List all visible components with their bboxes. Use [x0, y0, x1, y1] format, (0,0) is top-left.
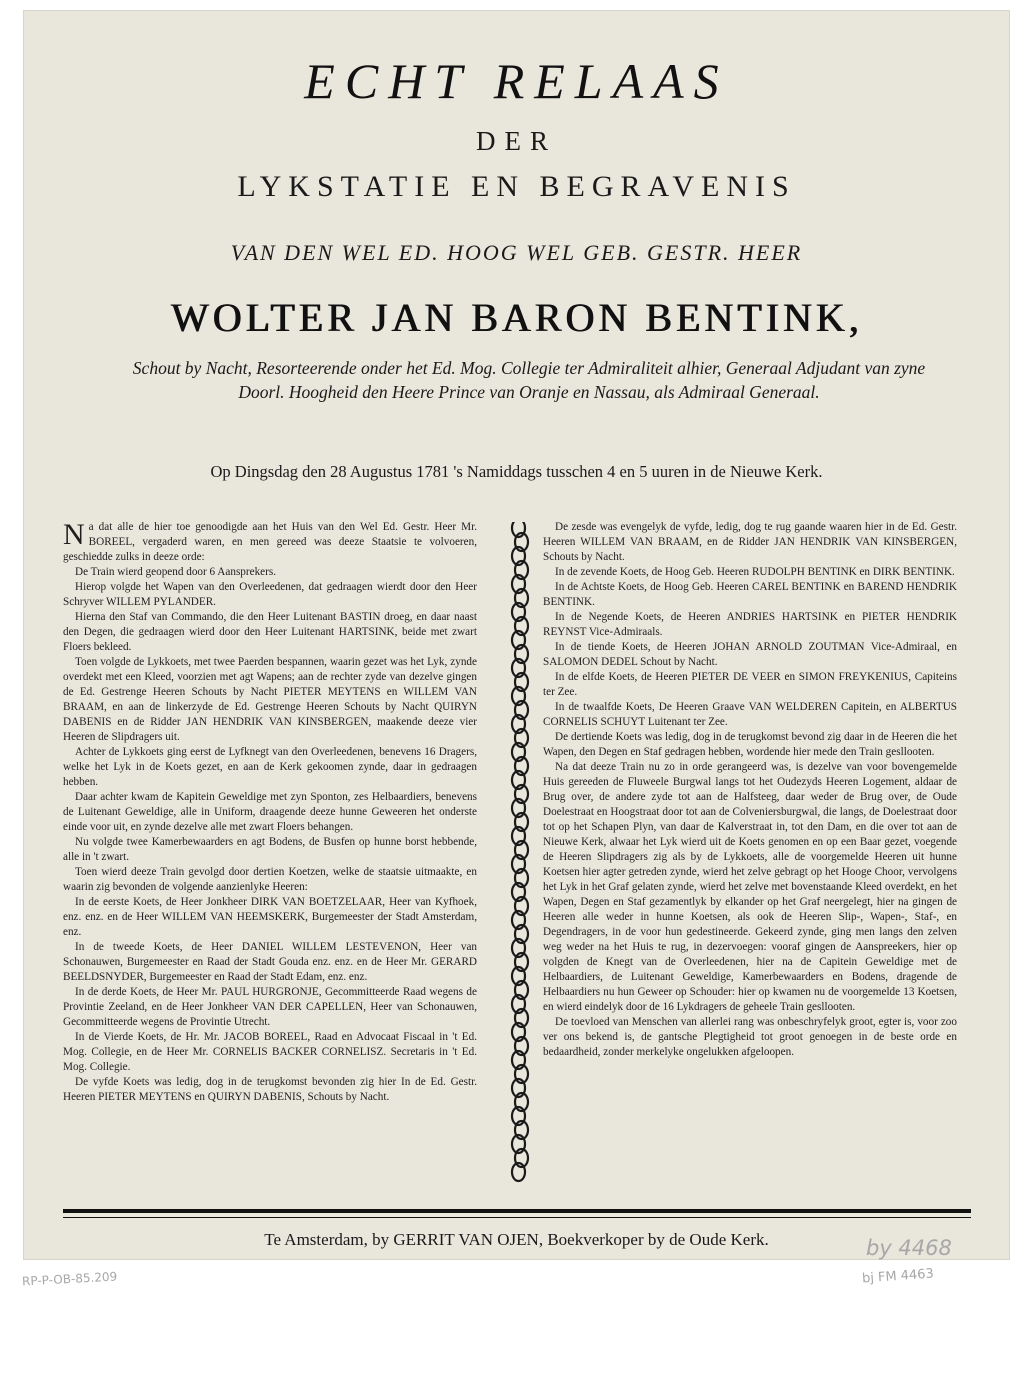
double-rule-thick — [63, 1209, 971, 1213]
left-paragraph: Hierna den Staf van Commando, die den Heer Luitenant BASTIN droeg, en daar naast den Degen, die gedraagen wierd door den Heer Luitenant HARTSINK, beide met zwart Floers bekleed. — [63, 611, 477, 653]
title-honorific: VAN DEN WEL ED. HOOG WEL GEB. GESTR. HEER — [230, 240, 803, 265]
left-column — [63, 520, 477, 1105]
right-paragraph: De dertiende Koets was ledig, dog in de terugkomst bevond zig daar in de Heeren die het Wapen, den Degen en Staf gedragen hebben, wordende hier mede den Train gesllooten. — [543, 731, 957, 758]
double-rule-thin — [63, 1217, 971, 1218]
right-paragraph: In de Negende Koets, de Heeren ANDRIES HARTSINK en PIETER HENDRIK REYNST Vice-Admiraals. — [543, 611, 957, 638]
right-paragraph: De zesde was evengelyk de vyfde, ledig, dog te rug gaande waaren hier in de Ed. Gestr. Heeren WILLEM VAN BRAAM, en de Ridder JAN HENDRIK VAN KINSBERGEN, Schouts by Nacht. — [543, 521, 957, 563]
left-paragraph: Nu volgde twee Kamerbewaarders en agt Bodens, de Busfen op hunne borst hebbende, alle in 't zwart. — [63, 836, 477, 863]
subtitle-ranks: Schout by Nacht, Resorteerende onder het Ed. Mog. Collegie ter Admiraliteit alhier, Generaal Adjudant van zyne Doorl. Hoogheid den Heere Prince van Oranje en Nassau, als Admiraal Generaal. — [132, 358, 926, 402]
left-paragraph: In de Vierde Koets, de Hr. Mr. JACOB BOREEL, Raad en Advocaat Fiscaal in 't Ed. Mog. Collegie, en de Heer Mr. CORNELIS BACKER CORNELISZ. Secretaris in 't Ed. Mog. Collegie. — [63, 1031, 477, 1073]
title-der: DER — [476, 126, 557, 156]
title-echt-relaas: ECHT RELAAS — [304, 53, 729, 109]
left-paragraph: In de eerste Koets, de Heer Jonkheer DIRK VAN BOETZELAAR, Heer van Kyfhoek, enz. enz. en de Heer WILLEM VAN HEEMSKERK, Burgemeester der Stadt Amsterdam, enz. — [63, 896, 477, 938]
pencil-catalog-note: bj FM 4463 — [861, 1266, 935, 1287]
right-paragraph: In de Achtste Koets, de Hoog Geb. Heeren CAREL BENTINK en BAREND HENDRIK BENTINK. — [543, 581, 957, 608]
left-paragraph: Daar achter kwam de Kapitein Geweldige met zyn Sponton, zes Helbaardiers, benevens de Luitenant Geweldige, alle in Uniform, draagende deeze hunne Geweeren het onderste einde voor uit, en zynde dezelve alle met zwart Floers behangen. — [63, 791, 477, 833]
left-paragraph: Achter de Lykkoets ging eerst de Lyfknegt van den Overleedenen, benevens 16 Dragers, welke het Lyk in de Koets gezet, en aan de Kerk gekoomen zynde, daar in gedraagen hebben. — [63, 746, 477, 788]
pencil-inventory-note: by 4468 — [866, 1236, 952, 1260]
dateline: Op Dingsdag den 28 Augustus 1781 's Namiddags tusschen 4 en 5 uuren in de Nieuwe Kerk. — [210, 462, 823, 481]
right-paragraph: In de twaalfde Koets, De Heeren Graave VAN WELDEREN Capitein, en ALBERTUS CORNELIS SCHUYT Luitenant ter Zee. — [543, 701, 957, 728]
left-paragraph: Toen wierd deeze Train gevolgd door dertien Koetzen, welke de staatsie uitmaakte, en waarin zig bevonden de volgende aanzienlyke Heeren: — [63, 866, 477, 893]
left-paragraph: De Train wierd geopend door 6 Aansprekers. — [75, 566, 277, 578]
title-name: WOLTER JAN BARON BENTINK, — [170, 295, 863, 340]
left-paragraph: In de tweede Koets, de Heer DANIEL WILLEM LESTEVENON, Heer van Schonauwen, Burgemeester en Raad der Stadt Gouda enz. enz. en de Heer Mr. GERARD BEELDSNYDER, Burgemeester en Raad der Stadt Edam, enz. enz. — [63, 941, 477, 983]
left-paragraph-text: a dat alle de hier toe genoodigde aan het Huis van den Wel Ed. Gestr. Heer Mr. BOREEL, vergaderd waren, en men gereed was deeze Staatsie te volvoeren, geschiedde zulks in deeze orde: — [63, 521, 477, 563]
chain-ornament-divider — [507, 522, 533, 1192]
pencil-object-number: RP-P-OB-85.209 — [21, 1269, 118, 1289]
right-paragraph: In de tiende Koets, de Heeren JOHAN ARNOLD ZOUTMAN Vice-Admiraal, en SALOMON DEDEL Schout by Nacht. — [543, 641, 957, 668]
right-paragraph: In de elfde Koets, de Heeren PIETER DE VEER en SIMON FREYKENIUS, Capiteins ter Zee. — [543, 671, 957, 698]
right-column — [543, 520, 957, 1060]
print-sheet — [23, 10, 1010, 1260]
left-paragraph: Hierop volgde het Wapen van den Overleedenen, dat gedraagen wierdt door den Heer Schryver WILLEM PYLANDER. — [63, 581, 477, 608]
right-paragraph: De toevloed van Menschen van allerlei rang was onbeschryfelyk groot, egter is, voor zoo ver ons bekend is, de gantsche Plegtigheid tot groot genoegen in de beste orde en bedaardheid, zonder merkelyke ongelukken afgeloopen. — [543, 1016, 957, 1058]
left-paragraph — [63, 520, 477, 565]
right-paragraph: Na dat deeze Train nu zo in orde gerangeerd was, is dezelve van voor bovengemelde Huis gereeden de Fluweele Burgwal langs tot het Oudezyds Heeren Logement, aldaar de Brug over, de andere zyde tot aan de Halfsteeg, daar weder de Brug over, de Oude Doelestraat en Hoogstraat door tot aan de Colveniersburgwal, die langs, de Doelestraat door tot op het Schapen Plyn, van daar de Kalverstraat in, tot den Dam, en die over tot aan de Nieuwe Kerk, alwaar het Lyk wierd uit de Koets genomen en op een Baar gezet, voegende de Heeren Slipdragers zig als by de Lykkoets, alle de voorgemelde Heeren uit hunne Koetsen hier agter getreden zynde, wierd het zelve gebragt op het Hooge Choor, vervolgens het Lyk in het Graf gelaten zynde, wierd het zelve met bovenstaande Kleed overdekt, en het Wapen, Degen en Staf gezamentlyk by elkander op het Graf neergelegt, hier na gingen de Heeren alle weder in hunne Koetsen, als ook de Heeren Slip-, Wapen-, Staf-, en Degendragers, in de voor hun gedestineerde. Gekeerd zynde, ging men langs den zelven weg weder na het Huis te rug, in dezervoegen: vooraf gingen de Aanspreekers, hier op volgden de Knegt van de Overleedenen, hier na de Capitein Geweldige met de Helbaardiers, de Luitenant Geweldige, Kamerbewaarders en Bodens, dragende de Helbaardiers nu hun Geweer op Schouder: hier op kwamen nu de voorgemelde 13 Koetsen, en wierd eindelyk door de 16 Lykdragers de geheele Train gesllooten. — [543, 761, 957, 1013]
drop-cap: N — [63, 518, 85, 551]
right-paragraph: In de zevende Koets, de Hoog Geb. Heeren RUDOLPH BENTINK en DIRK BENTINK. — [555, 566, 955, 578]
left-paragraph: De vyfde Koets was ledig, dog in de terugkomst bevonden zig hier In de Ed. Gestr. Heeren PIETER MEYTENS en QUIRYN DABENIS, Schouts by Nacht. — [63, 1076, 477, 1103]
left-paragraph: Toen volgde de Lykkoets, met twee Paerden bespannen, waarin gezet was het Lyk, zynde overdekt met een Kleed, voorzien met agt Wapens; aan de rechter zyde van dezelve gingen de Ed. Gestrenge Heeren Schouts by Nacht PIETER MEYTENS en WILLEM VAN BRAAM, en aan de linkerzyde de Ed. Gestrenge Heeren Schouts by Nacht QUIRYN DABENIS en de Ridder JAN HENDRIK VAN KINSBERGEN, maakende deeze vier Heeren de Slipdragers uit. — [63, 656, 477, 743]
left-paragraph: In de derde Koets, de Heer Mr. PAUL HURGRONJE, Gecommitteerde Raad wegens de Provintie Zeeland, en de Heer Jonkheer VAN DER CAPELLEN, Heer van Schonauwen, Gecommitteerde wegens de Provintie Utrecht. — [63, 986, 477, 1028]
title-lykstatie: LYKSTATIE EN BEGRAVENIS — [237, 170, 796, 203]
printer-imprint: Te Amsterdam, by GERRIT VAN OJEN, Boekverkoper by de Oude Kerk. — [264, 1230, 769, 1249]
sheet-content — [23, 10, 1010, 1260]
